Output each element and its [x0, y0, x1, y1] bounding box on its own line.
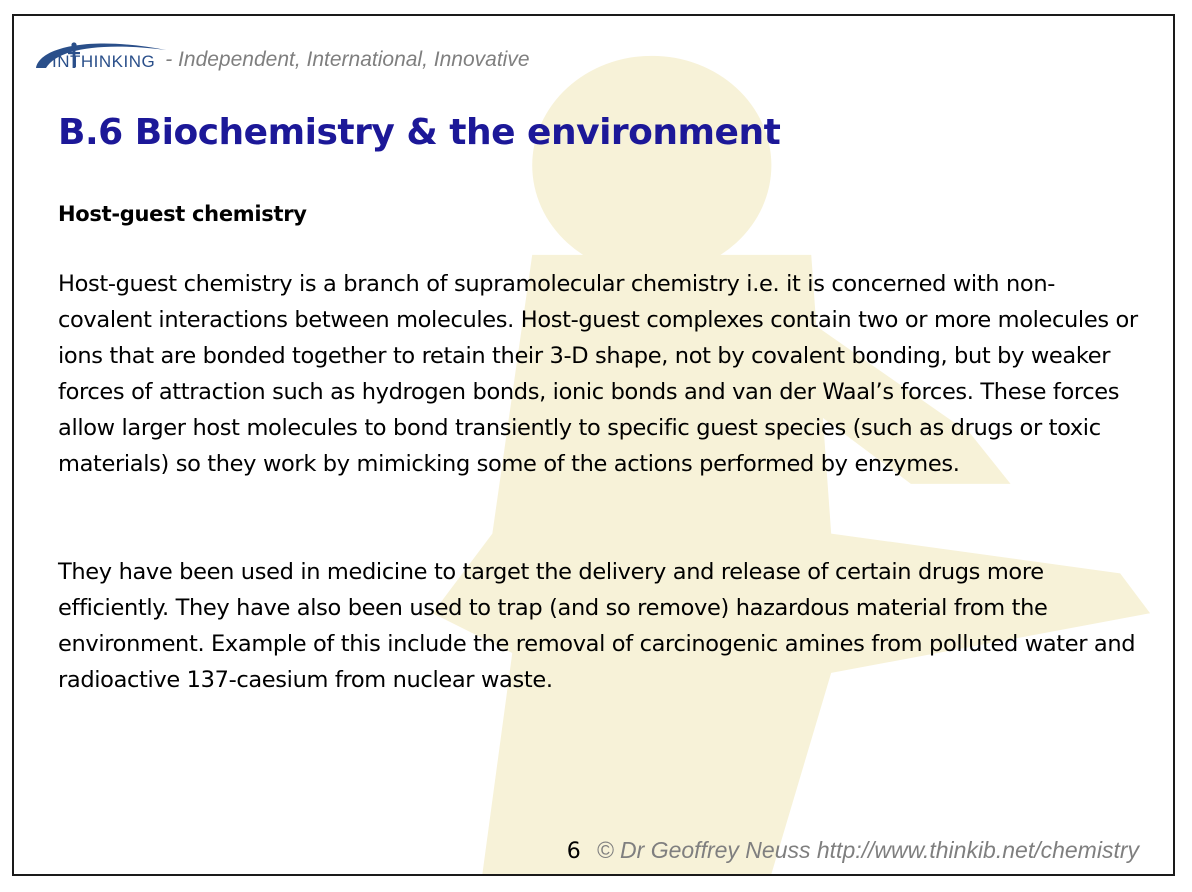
slide	[12, 14, 1175, 876]
slide-footer	[567, 837, 1139, 864]
slide-title: B.6 Biochemistry & the environment	[58, 112, 781, 153]
tagline: - Independent, International, Innovative	[165, 48, 530, 71]
slide-header	[34, 38, 530, 78]
logo	[34, 38, 155, 78]
page-number: 6	[566, 839, 581, 864]
body-paragraph: Host-guest chemistry is a branch of supramolecular chemistry i.e. it is concerned with non-covalent interactions between molecules. Host-guest complexes contain two or more molecules or ions that are bonded together to retain their 3-D shape, not by covalent bonding, but by weaker forces of attraction such as hydrogen bonds, ionic bonds and van der Waal’s forces. These forces allow larger host molecules to bond transiently to specific guest species (such as drugs or toxic materials) so they work by mimicking some of the actions performed by enzymes.	[58, 271, 1138, 477]
logo-text: INTHINKING	[52, 52, 156, 71]
body-paragraph: They have been used in medicine to target the delivery and release of certain drugs more efficiently. They have also been used to trap (and so remove) hazardous material from the environment. Example of this include the removal of carcinogenic amines from polluted water and radioactive 137-caesium from nuclear waste.	[58, 559, 1136, 693]
section-heading: Host-guest chemistry	[58, 202, 307, 226]
copyright-notice: © Dr Geoffrey Neuss http://www.thinkib.net/chemistry	[596, 837, 1139, 863]
